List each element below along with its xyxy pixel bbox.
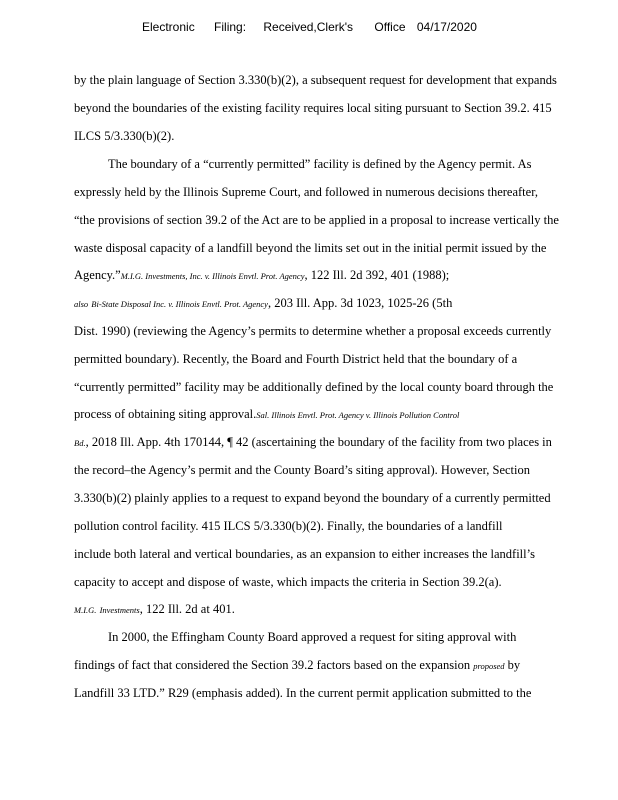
text-line xyxy=(74,296,594,311)
text-line: 3.330(b)(2) plainly applies to a request to expand beyond the boundary of a currently permitted xyxy=(74,491,551,505)
text-line xyxy=(74,602,594,617)
text-line: pollution control facility. 415 ILCS 5/3.330(b)(2). Finally, the boundaries of a landfill xyxy=(74,519,503,533)
text-line: permitted boundary). Recently, the Board and Fourth District held that the boundary of a xyxy=(74,352,518,366)
text-line: “currently permitted” facility may be additionally defined by the local county board through the xyxy=(74,380,554,394)
emphasis-word: proposed xyxy=(473,661,505,671)
text-line: the record–the Agency’s permit and the County Board’s siting approval). However, Section xyxy=(74,463,530,477)
text-segment: process of obtaining siting approval. xyxy=(74,407,257,421)
case-citation: Sal. Illinois Envtl. Prot. Agency v. Illinois Pollution Control xyxy=(256,410,460,420)
text-line: Landfill 33 LTD.” R29 (emphasis added). In the current permit application submitted to the xyxy=(74,686,532,700)
case-citation: Investments xyxy=(99,605,140,615)
text-line: waste disposal capacity of a landfill beyond the limits set out in the initial permit issued by the xyxy=(74,241,547,255)
text-line: ILCS 5/3.330(b)(2). xyxy=(74,129,175,143)
text-segment: findings of fact that considered the Section 39.2 factors based on the expansion xyxy=(74,658,471,672)
text-line: by the plain language of Section 3.330(b)(2), a subsequent request for development that expands xyxy=(74,73,557,87)
text-line: beyond the boundaries of the existing facility requires local siting pursuant to Section 39.2. 415 xyxy=(74,101,552,115)
header-office: Office xyxy=(374,20,406,34)
text-line: In 2000, the Effingham County Board approved a request for siting approval with xyxy=(108,630,517,644)
text-segment: Agency.” xyxy=(74,268,121,282)
text-line xyxy=(74,435,594,450)
text-segment: , 203 Ill. App. 3d 1023, 1025-26 (5th xyxy=(267,296,453,310)
header-received: Received,Clerk's xyxy=(263,20,354,34)
text-line: expressly held by the Illinois Supreme Court, and followed in numerous decisions thereafter, xyxy=(74,185,538,199)
text-segment: , 2018 Ill. App. 4th 170144, ¶ 42 (ascertaining the boundary of the facility from two places in xyxy=(85,435,552,449)
text-line: The boundary of a “currently permitted” facility is defined by the Agency permit. As xyxy=(108,157,532,171)
text-line: “the provisions of section 39.2 of the Act are to be applied in a proposal to increase vertically the xyxy=(74,213,559,227)
text-line xyxy=(74,268,594,283)
text-segment: , 122 Ill. 2d 392, 401 (1988); xyxy=(304,268,450,282)
text-line xyxy=(74,658,594,673)
text-line xyxy=(74,407,594,422)
text-line: include both lateral and vertical boundaries, as an expansion to either increases the landfill’s xyxy=(74,547,535,561)
text-segment: by xyxy=(507,658,521,672)
case-citation: Bi-State Disposal Inc. v. Illinois Envtl. Prot. Agency xyxy=(91,299,268,309)
text-line: capacity to accept and dispose of waste, which impacts the criteria in Section 39.2(a). xyxy=(74,575,502,589)
text-segment: , 122 Ill. 2d at 401. xyxy=(139,602,235,616)
signal-word: also xyxy=(74,299,89,309)
header-date: 04/17/2020 xyxy=(416,20,477,34)
header-filing: Filing: xyxy=(214,20,247,34)
case-citation: M.I.G. xyxy=(74,605,97,615)
text-line: Dist. 1990) (reviewing the Agency’s permits to determine whether a proposal exceeds currently xyxy=(74,324,552,338)
case-citation: M.I.G. Investments, Inc. v. Illinois Envtl. Prot. Agency xyxy=(120,271,305,281)
header-electronic: Electronic xyxy=(142,20,195,34)
filing-header xyxy=(142,20,477,34)
case-citation: Bd. xyxy=(74,438,86,448)
